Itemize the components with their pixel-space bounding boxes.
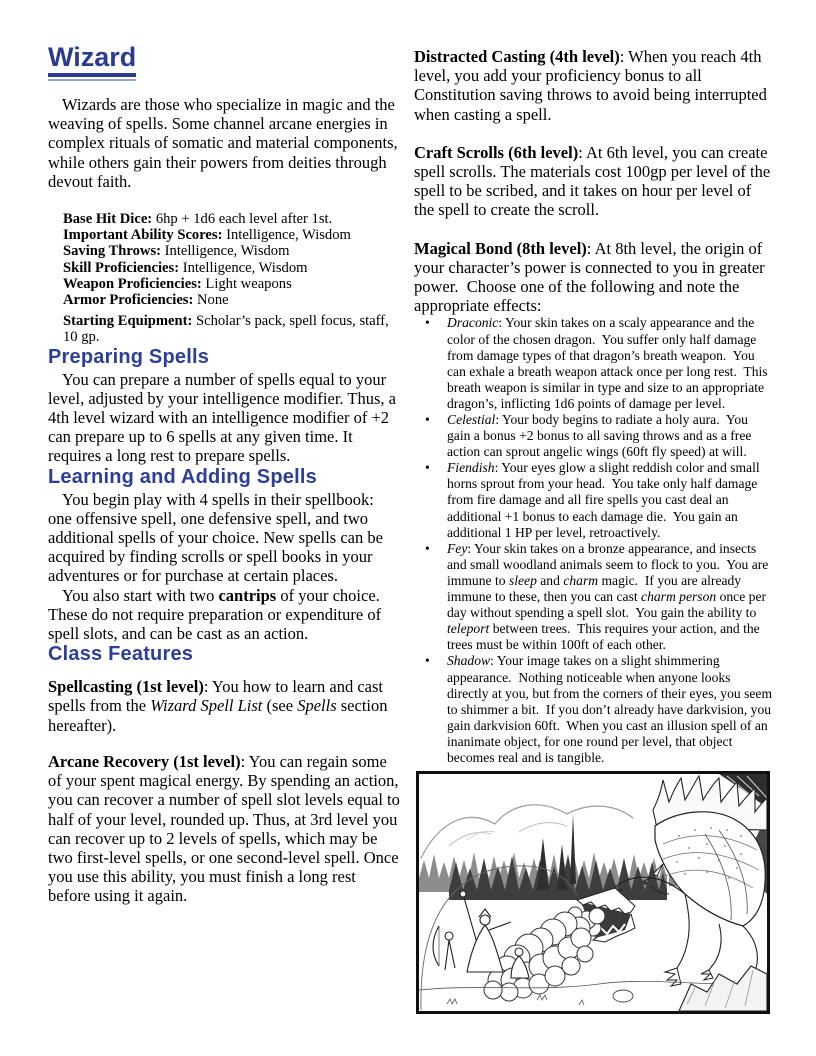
feature-magical-bond: [414, 239, 772, 316]
text-run: : When you reach 4th level, you add your proficiency bonus to all Constitution saving throws to avoid being interrupted when casting a spell.: [414, 47, 772, 124]
text-run: : You can regain some of your spent magical energy. By spending an action, you can recover a number of spell slot levels equal to half of your level, rounded up. Thus, at 3rd level you can recover up to 2 levels of spells, which may be two first-level spells, or one second-level spell. Once you use this ability, you must finish a long rest before using it again.: [48, 751, 400, 906]
text-run: and: [536, 572, 564, 588]
heading-preparing-spells: Preparing Spells: [48, 345, 210, 368]
stat-value: Intelligence, Wisdom: [179, 259, 308, 276]
bond-option-fiendish: [447, 460, 772, 540]
text-run: You begin play with 4 spells in their spellbook: one offensive spell, one defensive spell, and two additional spells of your choice. New spells can be acquired by finding scrolls or spell books in your adventures or for purchase at certain places.: [48, 489, 383, 586]
learning-spells-paragraph-2: [48, 586, 401, 644]
text-run: Fiendish: [447, 460, 495, 476]
feature-arcane-recovery: [48, 752, 401, 906]
stat-label: Armor Proficiencies:: [63, 292, 194, 309]
text-run: : At 6th level, you can create spell scrolls. The materials cost 100gp per level of the spell to be scribed, and it takes on hour per level of the spell to create the scroll.: [414, 142, 775, 220]
text-run: charm person: [641, 589, 717, 605]
text-run: Craft Scrolls (6th level): [414, 142, 579, 162]
stat-value: 6hp + 1d6 each level after 1st.: [152, 211, 333, 228]
text-run: Wizard Spell List: [150, 696, 263, 716]
left-column: [48, 40, 401, 923]
text-run: charm: [563, 572, 599, 588]
text-run: : Your eyes glow a slight reddish color and small horns sprout from your head. You take only half damage from fire damage and all fire spells you cast deal an additional +1 bonus to each damage die. You gain an additional 1 HP per level, retroactively.: [447, 460, 764, 540]
dragon-battle-illustration: [416, 771, 770, 1014]
text-run: : At 8th level, the origin of your character’s power is connected to you in greater power. Choose one of the following and note the appropriate effects:: [414, 238, 769, 316]
feature-spellcasting: [48, 677, 401, 735]
text-run: Fey: [447, 540, 468, 556]
title-underline: [48, 42, 136, 81]
text-run: Arcane Recovery (1st level): [48, 751, 241, 771]
stat-label: Weapon Proficiencies:: [63, 275, 202, 292]
text-run: of your choice. These do not require preparation or expenditure of spell slots, and can be cast as an action.: [48, 585, 382, 644]
stat-label: Important Ability Scores:: [63, 227, 223, 244]
stat-armor-proficiencies: [63, 292, 401, 308]
stat-important-ability-scores: [63, 227, 401, 243]
text-run: magic. If you are already immune to these, then you can cast: [447, 572, 745, 605]
text-run: once per day without spending a spell slot. You gain the ability to: [447, 589, 770, 621]
stat-base-hit-dice: [63, 211, 401, 227]
bond-option-celestial: [447, 412, 772, 460]
text-run: Draconic: [447, 315, 499, 331]
text-run: : Your skin takes on a bronze appearance, and insects and small woodland animals seem to flock to you. You are immune to: [447, 540, 772, 588]
text-run: Spellcasting (1st level): [48, 677, 204, 697]
text-run: You can prepare a number of spells equal to your level, adjusted by your intelligence modifier. Thus, a 4th level wizard with an intelligence modifier of +2 can prepare up to 6 spells at any given time. It requires a long rest to prepare spells.: [48, 369, 396, 466]
text-run: Celestial: [447, 412, 496, 427]
text-run: Shadow: [447, 653, 491, 669]
heading-learning-adding-spells: Learning and Adding Spells: [48, 465, 317, 488]
text-run: Wizards are those who specialize in magic and the weaving of spells. Some channel arcane energies in complex rituals of somatic and material components, while others gain their powers from deities through devout faith.: [48, 95, 398, 191]
magical-bond-options-list: [414, 315, 776, 766]
stat-skill-proficiencies: [63, 260, 401, 276]
heading-class-features: Class Features: [48, 643, 194, 666]
text-run: You also start with two: [62, 585, 219, 605]
stat-saving-throws: [63, 243, 401, 259]
stat-weapon-proficiencies: [63, 276, 401, 292]
bond-option-shadow: [447, 653, 776, 766]
preparing-spells-paragraph: [48, 370, 401, 466]
stat-label: Base Hit Dice:: [63, 211, 153, 228]
page-title: [48, 42, 401, 81]
text-run: Spells: [297, 696, 337, 716]
stat-starting-equipment: [63, 313, 401, 345]
feature-craft-scrolls: [414, 142, 775, 220]
dragon-battle-artwork: [419, 774, 767, 1011]
stats-block: [63, 211, 401, 346]
text-run: teleport: [447, 621, 490, 637]
text-run: Distracted Casting (4th level): [414, 47, 620, 66]
bond-option-fey: [447, 541, 772, 654]
text-run: : You how to learn and cast spells from the: [48, 677, 384, 716]
intro-paragraph: [48, 95, 401, 191]
text-run: cantrips: [218, 585, 277, 605]
stat-label: Saving Throws:: [63, 243, 162, 260]
stat-value: Intelligence, Wisdom: [222, 227, 351, 244]
stat-value: Scholar’s pack, spell focus, staff, 10 gp.: [63, 313, 389, 346]
text-run: : Your image takes on a slight shimmering appearance. Nothing noticeable when anyone looks directly at you, but from the corners of their eyes, you seem to shimmer a bit. If you don’t already have darkvision, you gain darkvision 60ft. When you cast an illusion spell of an inanimate object, for one round per level, that object becomes real and is tangible.: [447, 653, 776, 765]
stat-value: Light weapons: [201, 275, 292, 292]
text-run: between trees. This requires your action, and the trees must be within 100ft of each other.: [447, 621, 764, 653]
text-run: Magical Bond (8th level): [414, 238, 587, 258]
text-run: : Your body begins to radiate a holy aura. You gain a bonus +2 bonus to all saving throws and as a free action can sprout angelic wings (60ft fly speed) at will.: [447, 412, 755, 460]
learning-spells-paragraph-1: [48, 490, 401, 586]
bond-option-draconic: [447, 315, 772, 412]
text-run: section hereafter).: [48, 696, 388, 735]
right-column: [414, 40, 776, 1014]
text-run: : Your skin takes on a scaly appearance and the color of the chosen dragon. You suffer only half damage from damage types of that dragon’s breath weapon. You can exhale a breath weapon attack once per long rest. This breath weapon is similar in type and size to an appropriate dragon’s, inflicting 1d6 points of damage per level.: [447, 315, 771, 411]
text-run: (see: [262, 696, 298, 716]
page-title-text: Wizard: [48, 42, 136, 77]
text-run: sleep: [508, 572, 537, 588]
stat-value: None: [193, 292, 229, 309]
stat-value: Intelligence, Wisdom: [161, 243, 290, 260]
stat-label: Starting Equipment:: [63, 313, 193, 330]
feature-distracted-casting: [414, 47, 772, 124]
stat-label: Skill Proficiencies:: [63, 259, 180, 276]
